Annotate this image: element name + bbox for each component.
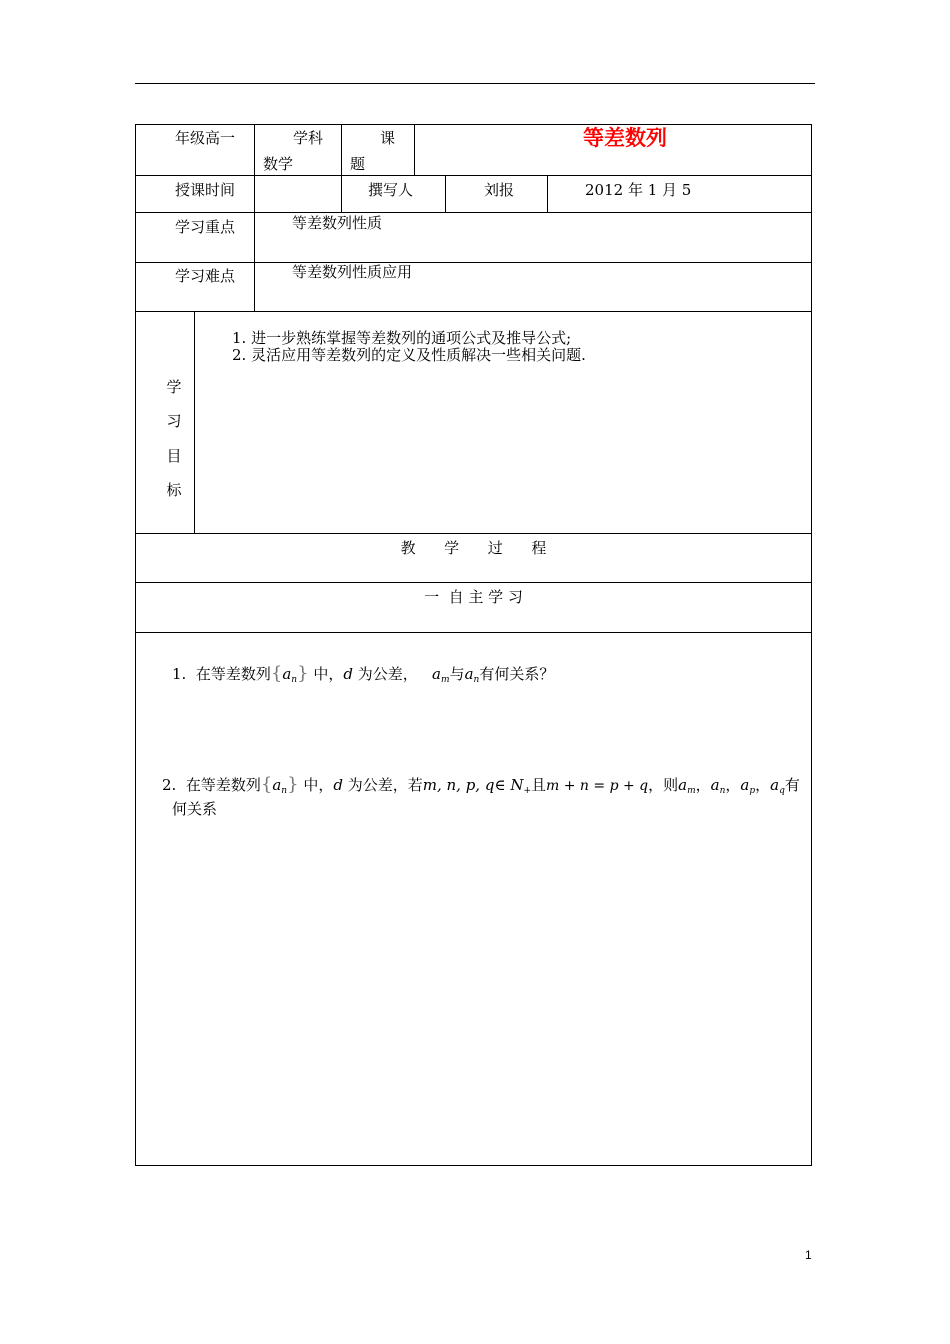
grade-label: 年级高一	[175, 129, 236, 147]
time-label: 授课时间	[175, 181, 236, 199]
topic-label-2: 题	[350, 155, 366, 173]
date-value: 2012 年 1 月 5	[585, 181, 692, 199]
difficulty-value: 等差数列性质应用	[292, 263, 413, 281]
sequence-symbol: $\{a_n\}$	[270, 663, 309, 685]
focus-label: 学习重点	[175, 218, 236, 236]
objective-item: 1. 进一步熟练掌握等差数列的通项公式及推导公式;	[232, 329, 572, 347]
subject-value: 数学	[263, 155, 294, 173]
page-number: 1	[805, 1248, 812, 1262]
objectives-label-char: 标	[166, 481, 182, 499]
objective-item: 2. 灵活应用等差数列的定义及性质解决一些相关问题.	[232, 346, 586, 364]
difficulty-label: 学习难点	[175, 267, 236, 285]
focus-value: 等差数列性质	[292, 214, 383, 232]
topic-title: 等差数列	[583, 126, 667, 150]
section-title: 一 自 主 学 习	[424, 588, 523, 606]
sequence-symbol: $\{a_n\}$	[260, 774, 299, 796]
topic-label-1: 课	[380, 129, 396, 147]
question-number: 1.	[172, 665, 187, 683]
process-title: 教 学 过 程	[400, 539, 547, 557]
objectives-label-char: 学	[166, 378, 182, 396]
author-label: 撰写人	[368, 181, 414, 199]
subject-label: 学科	[293, 129, 324, 147]
question-2: 2. 在等差数列$\{a_n\}$ 中，d 为公差，若m, n, p, q∈ $N_+$且m + n = p + q，则$a_m$，$a_n$，$a_p$，$a_q$有	[162, 774, 800, 796]
question-number: 2.	[162, 776, 177, 794]
question-1: 1. 在等差数列$\{a_n\}$ 中，d 为公差， $a_m$与$a_n$有何关系？	[172, 663, 555, 685]
objectives-label-char: 习	[166, 412, 182, 430]
question-2-continuation: 何关系	[172, 800, 218, 818]
objectives-label-char: 目	[166, 447, 182, 465]
header-rule	[135, 83, 815, 84]
author-name: 刘报	[484, 181, 515, 199]
